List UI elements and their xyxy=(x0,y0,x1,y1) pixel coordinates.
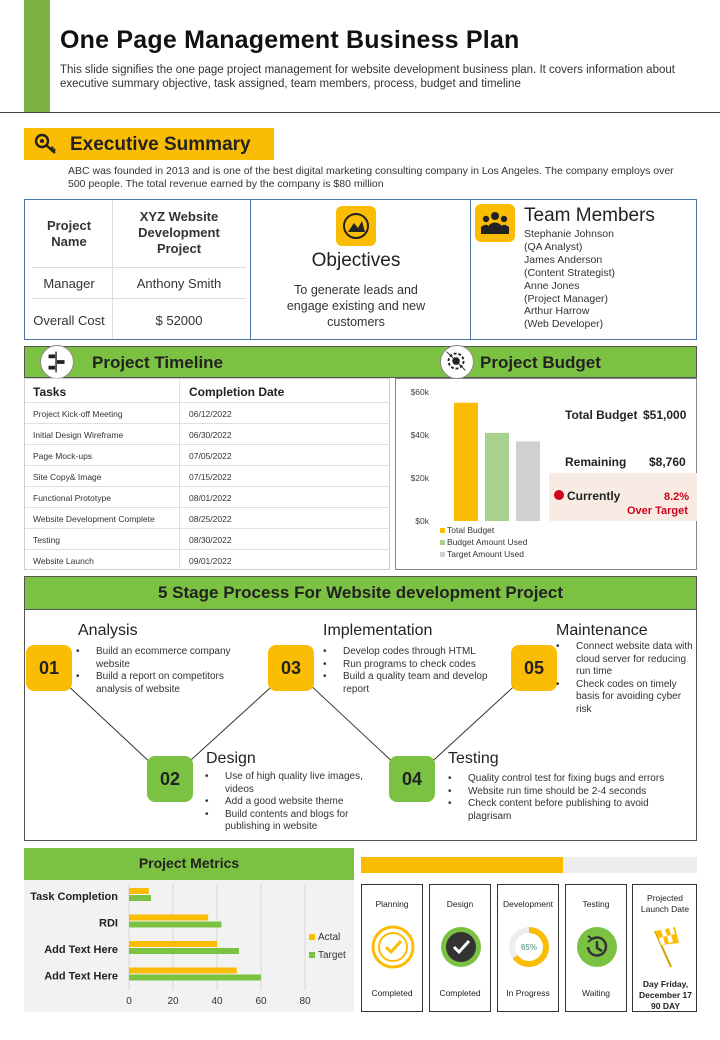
team-member: Stephanie Johnson xyxy=(524,228,614,240)
stage-items xyxy=(556,641,694,716)
executive-summary-title: Executive Summary xyxy=(70,134,251,155)
timeline-title: Project Timeline xyxy=(92,353,224,372)
table-row xyxy=(25,508,389,529)
stage-title: Testing xyxy=(448,750,499,767)
objectives-title: Objectives xyxy=(311,250,401,271)
objectives-text: To generate leads and engage existing and new customers xyxy=(286,283,426,329)
stage-items xyxy=(323,646,508,696)
date-cell: 06/12/2022 xyxy=(189,409,232,419)
list-item: • Website run time should be 2-4 seconds xyxy=(448,786,693,799)
phase-name: Development xyxy=(502,899,554,909)
phase-card-development xyxy=(497,884,559,1012)
table-row xyxy=(25,550,389,571)
legend-label: Total Budget xyxy=(447,525,495,535)
executive-summary-description: ABC was founded in 2013 and is one of the best digital marketing consulting company in Los Angeles. The company employs over 500 people. The total revenue earned by the company is $80 million xyxy=(68,165,674,190)
legend-label: Budget Amount Used xyxy=(447,537,528,547)
budget-bar xyxy=(516,441,540,521)
legend-swatch xyxy=(309,952,315,958)
card-divider xyxy=(250,200,251,339)
stage-items xyxy=(448,773,693,823)
legend-label: Target xyxy=(318,950,346,961)
total-budget-value: $51,000 xyxy=(643,408,687,422)
clock-refresh-icon xyxy=(575,925,619,969)
metrics-bar xyxy=(129,895,151,901)
list-item: • Quality control test for fixing bugs and errors xyxy=(448,773,693,786)
header-divider xyxy=(0,112,720,113)
launch-date-title: Projected Launch Date xyxy=(640,893,690,914)
phase-status: Waiting xyxy=(581,988,611,998)
team-members-title: Team Members xyxy=(524,205,655,226)
budget-axis-tick: $40k xyxy=(410,430,429,440)
team-icon-tile xyxy=(475,204,515,242)
date-cell: 06/30/2022 xyxy=(189,430,232,440)
metrics-title: Project Metrics xyxy=(138,855,240,871)
header-accent-bar xyxy=(24,0,50,112)
team-icon xyxy=(475,204,515,242)
phase-card-testing xyxy=(565,884,627,1012)
total-budget-label: Total Budget xyxy=(565,408,638,422)
team-member: James Anderson xyxy=(524,253,603,266)
list-item: • Connect website data with cloud server for reducing run time xyxy=(556,641,694,679)
currently-percent: 8.2% xyxy=(664,491,690,503)
stage-number-box: 01 xyxy=(26,645,72,691)
legend-label: Target Amount Used xyxy=(447,549,525,559)
task-cell: Testing xyxy=(33,535,60,545)
team-member-role: (Web Developer) xyxy=(524,318,604,331)
stage-number-box: 05 xyxy=(511,645,557,691)
phase-name: Testing xyxy=(582,899,610,909)
remaining-value: $8,760 xyxy=(649,455,686,469)
task-cell: Site Copy& Image xyxy=(33,472,102,482)
date-cell: 07/05/2022 xyxy=(189,451,232,461)
list-item: • Develop codes through HTML xyxy=(323,646,508,659)
table-row xyxy=(25,487,389,508)
stage-number-box: 03 xyxy=(268,645,314,691)
budget-bar xyxy=(454,403,478,521)
key-icon xyxy=(34,133,58,155)
stage-number-box: 04 xyxy=(389,756,435,802)
team-member-role: (QA Analyst) xyxy=(524,240,583,253)
list-item: • Add a good website theme xyxy=(205,796,370,809)
budget-title: Project Budget xyxy=(480,353,601,372)
date-cell: 08/25/2022 xyxy=(189,514,232,524)
metrics-bar xyxy=(129,922,221,928)
objectives-icon-tile xyxy=(336,206,376,246)
remaining-label: Remaining xyxy=(565,455,627,469)
process-title: 5 Stage Process For Website development Project xyxy=(158,583,563,602)
stage-title: Analysis xyxy=(78,622,138,639)
task-cell: Website Launch xyxy=(33,556,94,566)
table-row xyxy=(25,403,389,424)
timeline-icon xyxy=(41,346,73,378)
date-cell: 09/01/2022 xyxy=(189,556,232,566)
task-cell: Functional Prototype xyxy=(33,493,111,503)
timeline-icon-circle xyxy=(40,345,74,379)
team-member: Arthur Harrow xyxy=(524,305,590,318)
budget-chart xyxy=(396,380,546,568)
phase-card-design xyxy=(429,884,491,1012)
page-subtitle: This slide signifies the one page project management for website development business plan. It covers information about executive summary objective, task assigned, team members, process, budget and timeline xyxy=(60,64,675,90)
team-member: Anne Jones xyxy=(524,279,580,292)
table-row xyxy=(25,466,389,487)
date-cell: 08/30/2022 xyxy=(189,535,232,545)
budget-axis-tick: $20k xyxy=(410,473,429,483)
stage-title: Implementation xyxy=(323,622,433,639)
budget-axis-tick: $0k xyxy=(415,516,429,526)
legend-label: Actal xyxy=(318,932,341,943)
budget-axis-tick: $60k xyxy=(410,387,429,397)
phase-status: Completed xyxy=(371,988,413,998)
list-item: • Check codes on timely basis for avoiding cyber risk xyxy=(556,679,694,717)
metrics-bar xyxy=(129,968,237,974)
metrics-category-label: RDI xyxy=(99,917,118,930)
metrics-category-label: Add Text Here xyxy=(44,970,118,983)
task-cell: Initial Design Wireframe xyxy=(33,430,124,440)
phase-status: In Progress xyxy=(506,988,550,998)
list-item: • Run programs to check codes xyxy=(323,659,508,672)
table-row xyxy=(25,445,389,466)
legend-swatch xyxy=(440,540,445,545)
date-column-header: Completion Date xyxy=(189,385,285,399)
launch-date-value: Day Friday, December 17 90 DAY xyxy=(639,979,692,1011)
metrics-bar xyxy=(129,941,217,947)
budget-icon-circle xyxy=(440,345,474,379)
list-item: • Build a report on competitors analysis of website xyxy=(76,671,256,696)
manager-label: Manager xyxy=(43,276,95,291)
phase-card-planning xyxy=(361,884,423,1012)
target-icon xyxy=(336,206,376,246)
team-member-role: (Content Strategist) xyxy=(524,266,616,279)
timeline-table xyxy=(24,378,390,570)
metrics-bar xyxy=(129,975,261,981)
task-cell: Project Kick-off Meeting xyxy=(33,409,123,419)
phase-name: Planning xyxy=(375,899,409,909)
task-cell: Page Mock-ups xyxy=(33,451,93,461)
budget-gear-icon xyxy=(441,346,473,378)
legend-swatch xyxy=(440,552,445,557)
page-title: One Page Management Business Plan xyxy=(60,26,520,54)
timeline-header-row xyxy=(25,379,389,403)
progress-ring-label: 65% xyxy=(520,943,537,952)
date-cell: 07/15/2022 xyxy=(189,472,232,482)
overall-cost-value: $ 52000 xyxy=(155,313,203,328)
project-name-label: Project Name xyxy=(46,218,92,249)
metrics-category-label: Task Completion xyxy=(30,891,118,903)
metrics-axis-tick: 40 xyxy=(211,996,223,1007)
list-item: • Build an ecommerce company website xyxy=(76,646,256,671)
list-item: • Use of high quality live images, videos xyxy=(205,771,370,796)
check-circle-icon xyxy=(371,925,415,969)
overall-cost-label: Overall Cost xyxy=(33,313,105,328)
metrics-bar xyxy=(129,915,208,921)
legend-swatch xyxy=(440,528,445,533)
metrics-axis-tick: 0 xyxy=(126,996,132,1007)
card-divider xyxy=(470,200,471,339)
tasks-column-header: Tasks xyxy=(33,385,67,399)
launch-date-card xyxy=(632,884,697,1012)
project-table-divider xyxy=(112,200,113,339)
task-cell: Website Development Complete xyxy=(33,514,155,524)
team-members-list xyxy=(524,228,615,331)
metrics-axis-tick: 60 xyxy=(255,996,267,1007)
table-row xyxy=(25,424,389,445)
check-circle-filled-icon xyxy=(439,925,483,969)
stage-title: Maintenance xyxy=(556,622,648,639)
metrics-axis-tick: 80 xyxy=(299,996,311,1007)
metrics-bar xyxy=(129,888,149,894)
currently-note: Over Target xyxy=(627,505,688,517)
date-cell: 08/01/2022 xyxy=(189,493,232,503)
metrics-chart xyxy=(24,880,354,1012)
stage-items xyxy=(76,646,256,696)
alert-dot-icon xyxy=(554,490,564,500)
list-item: • Check content before publishing to avoid plagrisam xyxy=(448,798,693,823)
stage-title: Design xyxy=(206,750,256,767)
metrics-axis-tick: 20 xyxy=(167,996,179,1007)
project-name-value: XYZ Website Development Project xyxy=(138,209,220,256)
table-row xyxy=(25,529,389,550)
team-member-role: (Project Manager) xyxy=(524,292,609,305)
phase-progress-fill xyxy=(361,857,563,873)
phase-status: Completed xyxy=(439,988,481,998)
finish-flag-icon xyxy=(647,925,683,969)
metrics-category-label: Add Text Here xyxy=(44,944,118,956)
project-table-rule xyxy=(32,298,246,299)
legend-swatch xyxy=(309,934,315,940)
stage-items xyxy=(205,771,370,834)
stage-number-box: 02 xyxy=(147,756,193,802)
project-table-rule xyxy=(32,267,246,268)
list-item: • Build contents and blogs for publishing in website xyxy=(205,809,370,834)
list-item: • Build a quality team and develop report xyxy=(323,671,508,696)
currently-label: Currently xyxy=(567,489,621,503)
budget-bar xyxy=(485,433,509,521)
phase-name: Design xyxy=(446,899,474,909)
metrics-bar xyxy=(129,948,239,954)
manager-value: Anthony Smith xyxy=(136,276,222,291)
